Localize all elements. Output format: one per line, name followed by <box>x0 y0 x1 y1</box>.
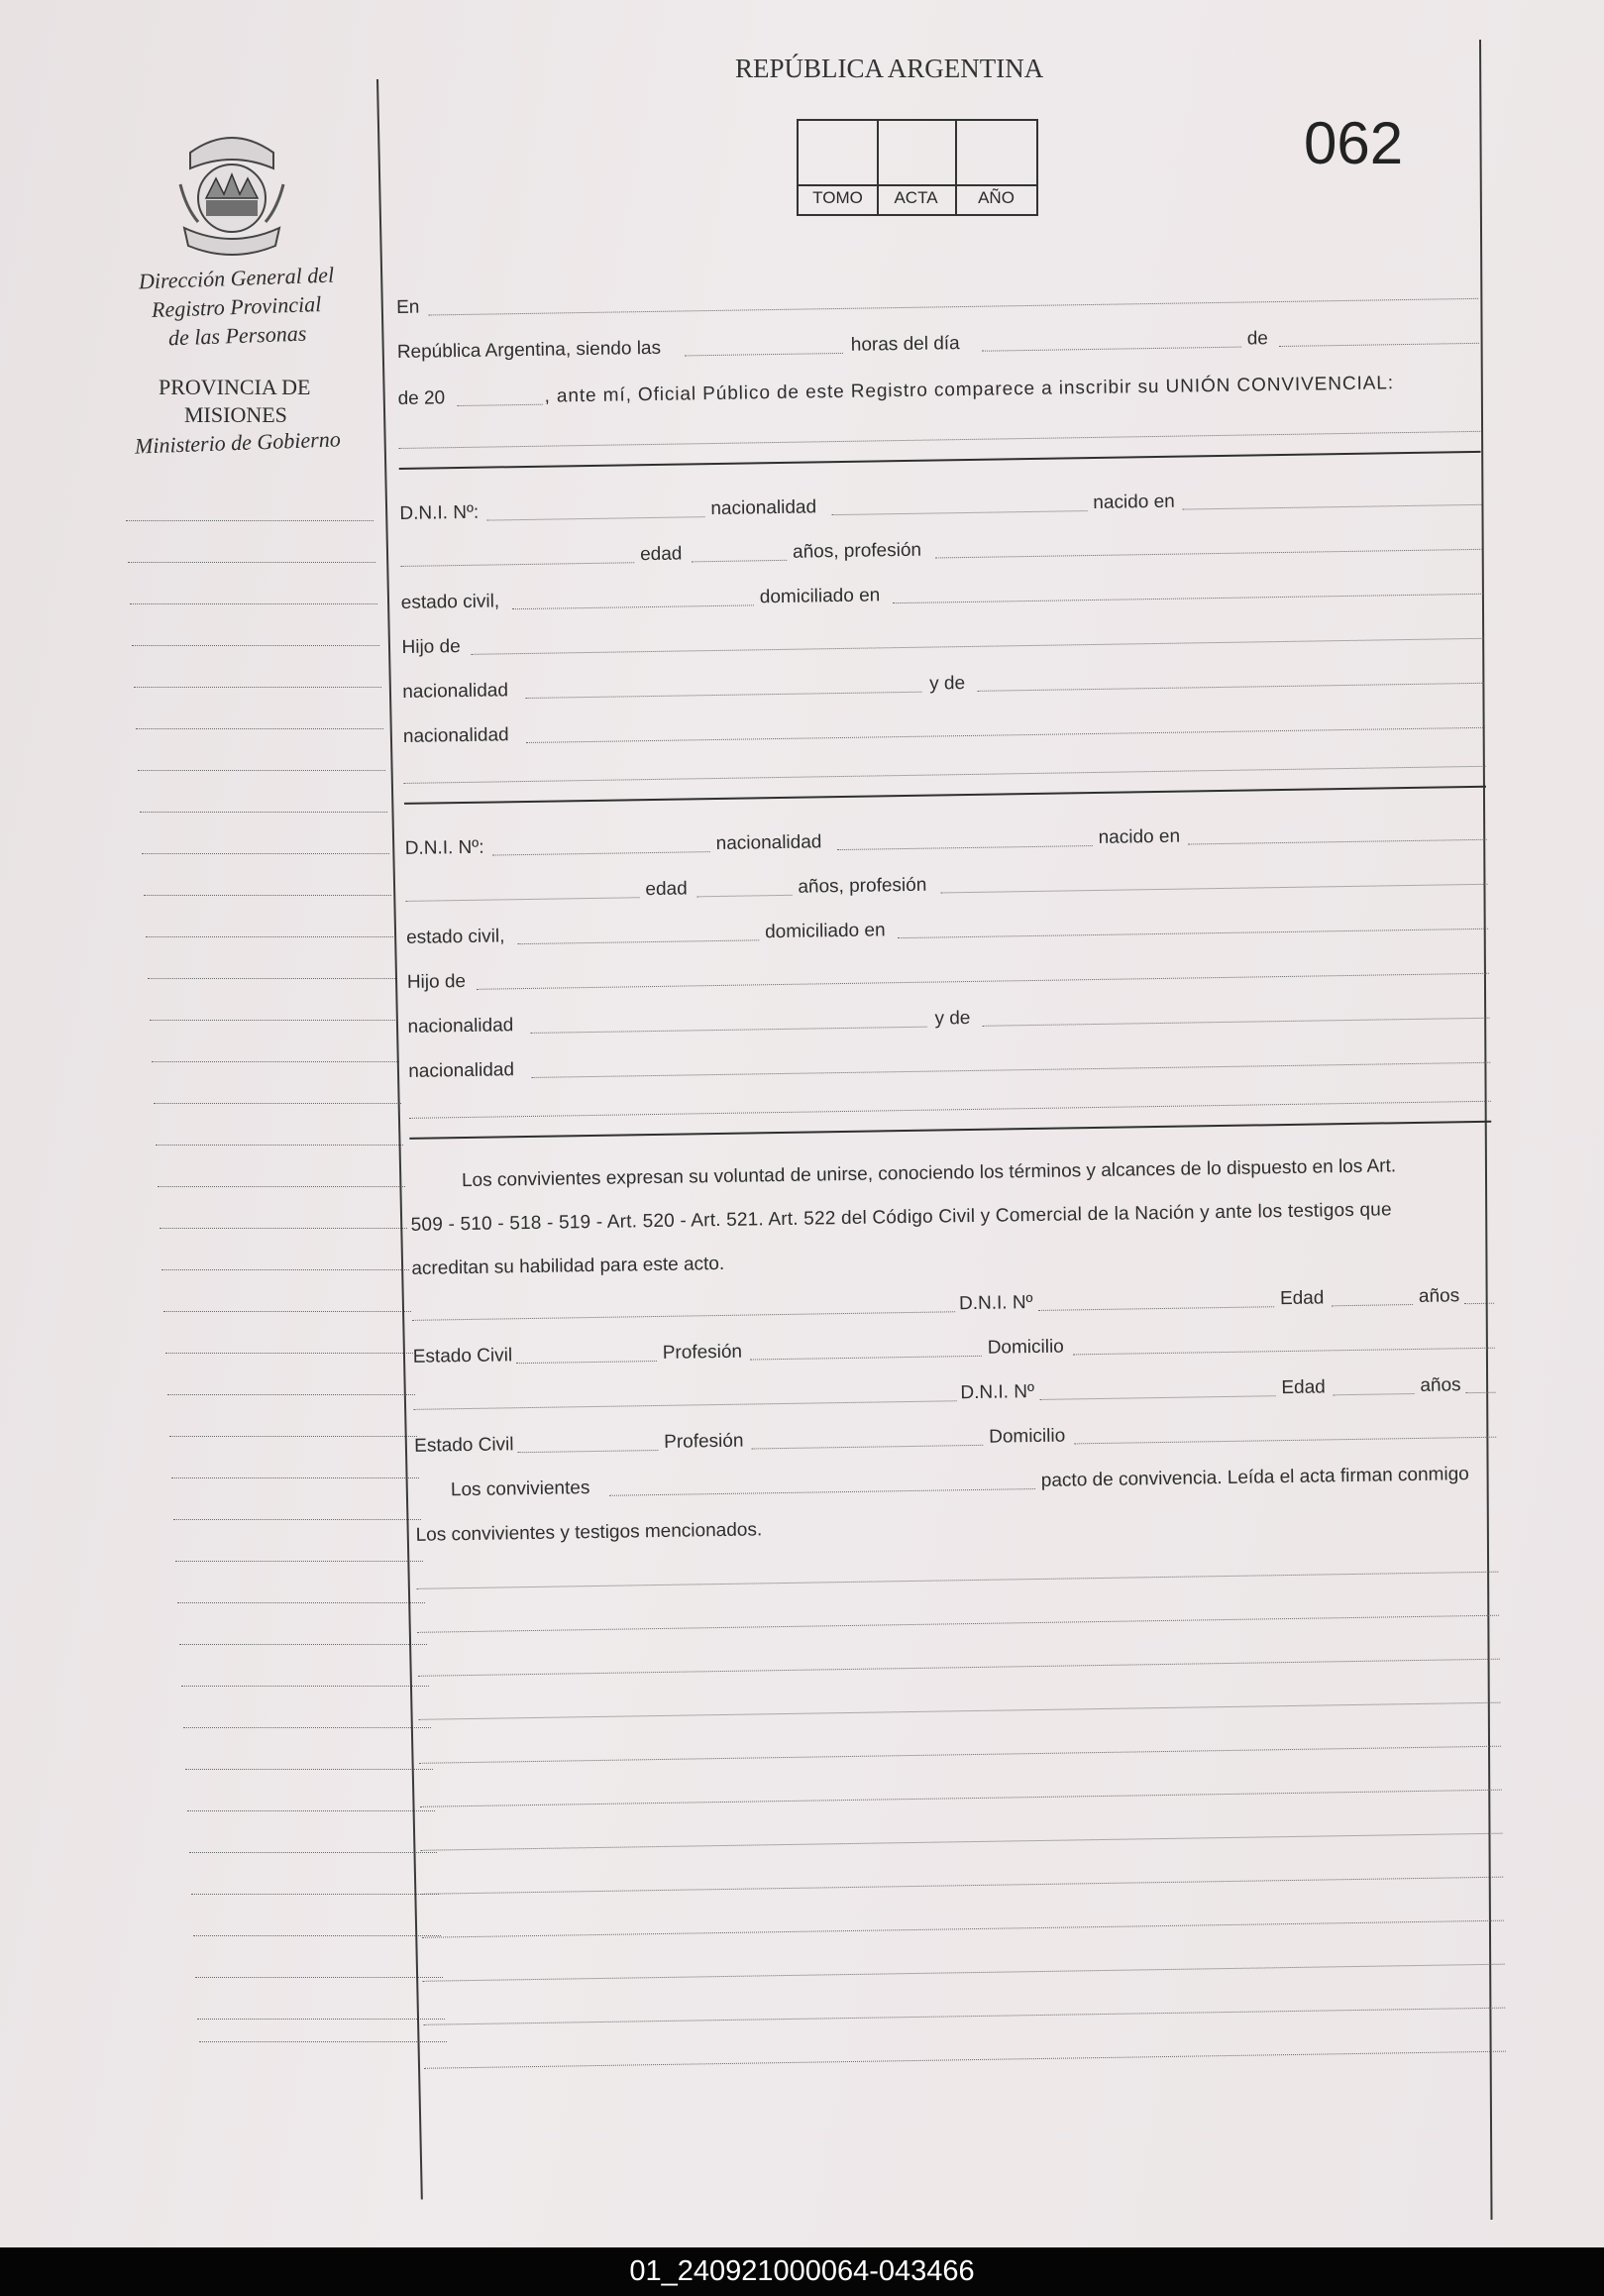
profesion-field[interactable] <box>935 549 1482 559</box>
witness-anos-extra[interactable] <box>1465 1392 1495 1393</box>
signature-line[interactable] <box>417 1615 1499 1633</box>
witness-name-field[interactable] <box>412 1311 955 1321</box>
statement-line-2: 509 - 510 - 518 - 519 - Art. 520 - Art. 521. Art. 522 del Código Civil y Comercial de la Nación y ante los testigos que <box>410 1199 1392 1236</box>
nacionalidad-madre-label: nacionalidad <box>408 1059 515 1082</box>
witness-dni-label: D.N.I. Nº <box>958 1292 1033 1315</box>
nacionalidad-padre-label: nacionalidad <box>407 1015 514 1038</box>
ano-field[interactable] <box>458 404 543 406</box>
edad-field[interactable] <box>697 895 793 898</box>
nacionalidad-padre-field[interactable] <box>525 692 921 699</box>
witness-profesion-field[interactable] <box>751 1445 983 1450</box>
section-rule-3 <box>409 1121 1491 1140</box>
de20-label: de 20 <box>397 387 446 409</box>
nacido-en-label: nacido en <box>1093 491 1175 513</box>
nacionalidad-madre-field[interactable] <box>526 727 1485 743</box>
signature-line[interactable] <box>421 1877 1503 1895</box>
en-label: En <box>396 296 420 318</box>
ministry: Ministerio de Gobierno <box>134 426 342 459</box>
edad-field[interactable] <box>692 560 787 563</box>
witness-profesion-field[interactable] <box>750 1356 982 1361</box>
ano-label: AÑO <box>978 188 1015 207</box>
domicilio-field[interactable] <box>893 594 1483 603</box>
profesion-field[interactable] <box>940 884 1487 894</box>
dni-field[interactable] <box>492 851 710 855</box>
dni-label: D.N.I. Nº: <box>404 836 484 859</box>
hijo-de-label: Hijo de <box>406 970 467 993</box>
dni-label: D.N.I. Nº: <box>399 501 480 524</box>
nacionalidad-label: nacionalidad <box>715 831 822 854</box>
witness-profesion-label: Profesión <box>664 1430 744 1453</box>
dni-field[interactable] <box>487 516 705 520</box>
office-line-2: Registro Provincial <box>151 291 322 322</box>
intro-extra-field[interactable] <box>398 431 1480 449</box>
madre-field[interactable] <box>983 1018 1490 1027</box>
mes-field[interactable] <box>1279 343 1479 347</box>
padre-field[interactable] <box>472 638 1484 655</box>
office-line-3: de las Personas <box>167 320 307 351</box>
witness-domicilio-label: Domicilio <box>987 1336 1064 1359</box>
witness-edad-field[interactable] <box>1334 1393 1415 1395</box>
pacto-field[interactable] <box>609 1488 1035 1496</box>
signature-lines <box>0 0 1599 6</box>
statement-line-3: acreditan su habilidad para este acto. <box>411 1253 725 1279</box>
signature-line[interactable] <box>421 1833 1503 1851</box>
witness-anos-label: años <box>1420 1374 1461 1396</box>
signature-line[interactable] <box>416 1572 1498 1589</box>
witness-domicilio-field[interactable] <box>1073 1348 1495 1356</box>
nombre-field[interactable] <box>406 897 640 902</box>
witness-estado-civil-field[interactable] <box>516 1361 657 1364</box>
witness-estado-civil-label: Estado Civil <box>414 1434 514 1457</box>
country-heading: REPÚBLICA ARGENTINA <box>735 54 1044 83</box>
section-rule-2 <box>404 786 1486 805</box>
witness-edad-label: Edad <box>1281 1376 1326 1399</box>
nacido-en-label: nacido en <box>1098 825 1181 848</box>
anos-profesion-label: años, profesión <box>798 874 927 898</box>
statement-line-1: Los convivientes expresan su voluntad de unirse, conociendo los términos y alcances de lo dispuesto en los Art. <box>461 1155 1397 1192</box>
ante-label: , ante mí, Oficial Público de este Registro comparece a inscribir su UNIÓN CONVIVENCIAL: <box>544 373 1395 407</box>
nacionalidad-label: nacionalidad <box>710 496 817 520</box>
witness-name-field[interactable] <box>414 1400 957 1410</box>
witness-dni-field[interactable] <box>1038 1306 1274 1311</box>
tomo-label: TOMO <box>812 188 863 207</box>
anos-profesion-label: años, profesión <box>792 539 922 563</box>
image-id-footer: 01_240921000064-043466 <box>0 2247 1604 2296</box>
signature-line[interactable] <box>419 1702 1501 1720</box>
nacido-en-field[interactable] <box>1188 839 1487 845</box>
witness-domicilio-field[interactable] <box>1074 1437 1496 1445</box>
horas-label: horas del día <box>850 333 960 356</box>
y-de-label: y de <box>934 1007 971 1030</box>
section-rule-1 <box>399 451 1481 470</box>
witness-estado-civil-label: Estado Civil <box>412 1345 513 1367</box>
witness-estado-civil-field[interactable] <box>517 1450 658 1453</box>
hijo-de-label: Hijo de <box>401 636 461 658</box>
los-convivientes-label: Los convivientes <box>450 1477 590 1501</box>
person-1-extra-field[interactable] <box>404 766 1486 784</box>
signature-line[interactable] <box>423 2008 1505 2025</box>
estado-civil-field[interactable] <box>512 604 754 609</box>
signature-line[interactable] <box>424 2051 1506 2069</box>
witness-anos-extra[interactable] <box>1464 1303 1494 1304</box>
de-label: de <box>1246 328 1269 350</box>
signature-line[interactable] <box>422 1920 1504 1938</box>
signature-line[interactable] <box>423 1964 1505 1982</box>
padre-field[interactable] <box>477 973 1489 990</box>
witness-domicilio-label: Domicilio <box>988 1425 1066 1448</box>
nacionalidad-field[interactable] <box>831 510 1087 515</box>
signature-line[interactable] <box>418 1659 1500 1677</box>
nacionalidad-madre-label: nacionalidad <box>402 724 509 747</box>
province-line-2: MISIONES <box>184 402 287 427</box>
nacionalidad-madre-field[interactable] <box>531 1062 1490 1078</box>
estado-civil-field[interactable] <box>517 939 759 944</box>
madre-field[interactable] <box>977 683 1484 692</box>
witness-profesion-label: Profesión <box>662 1341 743 1364</box>
office-line-1: Dirección General del <box>138 262 335 294</box>
witness-dni-field[interactable] <box>1040 1395 1276 1400</box>
witness-edad-field[interactable] <box>1332 1304 1413 1306</box>
edad-label: edad <box>639 543 683 566</box>
edad-label: edad <box>645 878 688 901</box>
province-line-1: PROVINCIA DE <box>159 375 311 399</box>
nacionalidad-field[interactable] <box>837 845 1093 850</box>
nacido-en-field[interactable] <box>1182 504 1481 510</box>
nacionalidad-padre-label: nacionalidad <box>402 680 509 703</box>
republica-label: República Argentina, siendo las <box>396 337 662 363</box>
nacionalidad-padre-field[interactable] <box>531 1027 927 1034</box>
acta-label: ACTA <box>894 188 938 207</box>
pacto-label: pacto de convivencia. Leída el acta firman conmigo <box>1040 1464 1469 1491</box>
person-2-extra-field[interactable] <box>409 1101 1491 1119</box>
domicilio-field[interactable] <box>898 929 1488 938</box>
estado-civil-label: estado civil, <box>400 591 500 613</box>
nombre-field[interactable] <box>400 562 634 567</box>
signature-line[interactable] <box>419 1746 1501 1764</box>
signature-line[interactable] <box>420 1790 1502 1807</box>
domiciliado-en-label: domiciliado en <box>759 585 881 608</box>
estado-civil-label: estado civil, <box>405 926 505 948</box>
witness-anos-label: años <box>1418 1285 1460 1307</box>
dia-field[interactable] <box>982 347 1241 352</box>
domiciliado-en-label: domiciliado en <box>764 920 886 943</box>
witness-edad-label: Edad <box>1279 1287 1325 1310</box>
witness-dni-label: D.N.I. Nº <box>960 1381 1035 1404</box>
y-de-label: y de <box>929 673 966 695</box>
form-number: 062 <box>1304 110 1404 176</box>
hora-field[interactable] <box>685 353 843 357</box>
firmantes-label: Los convivientes y testigos mencionados. <box>415 1519 763 1546</box>
en-field[interactable] <box>428 298 1478 316</box>
